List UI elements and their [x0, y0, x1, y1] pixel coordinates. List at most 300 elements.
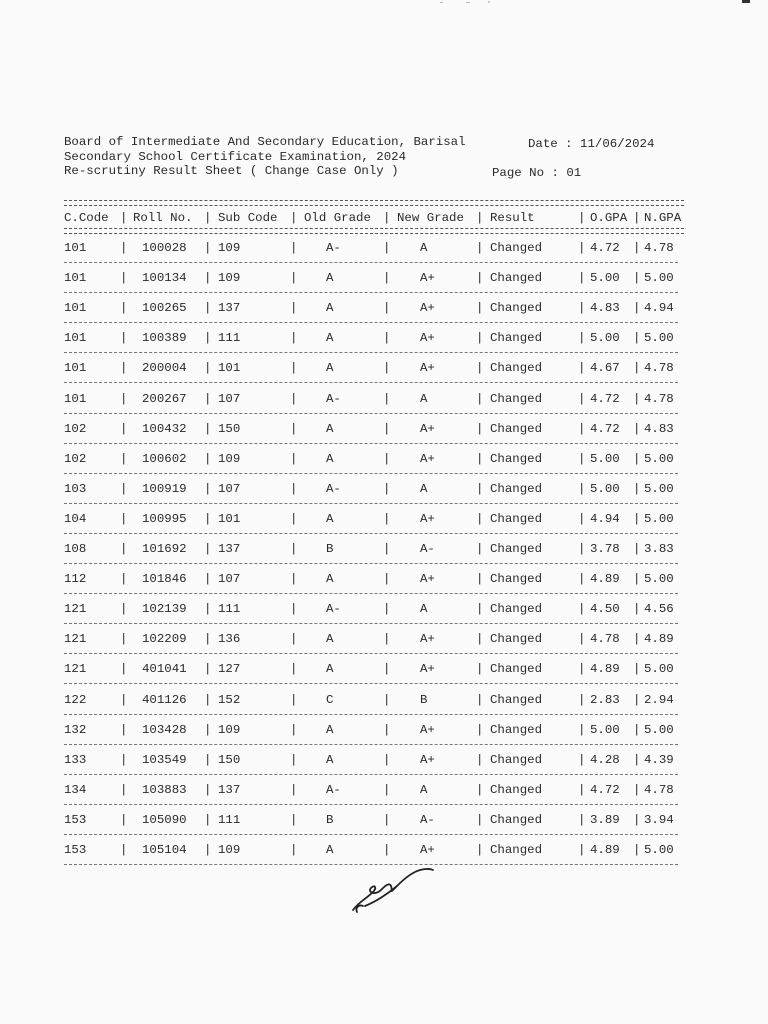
- cell-ogpa: 4.83: [590, 301, 620, 315]
- cell-ngpa: 4.78: [644, 392, 674, 406]
- column-divider: |: [383, 512, 391, 526]
- cell-subcode: 107: [218, 572, 241, 586]
- column-divider: |: [633, 392, 641, 406]
- column-divider: |: [290, 331, 298, 345]
- cell-ngpa: 4.78: [644, 783, 674, 797]
- column-divider: |: [204, 271, 212, 285]
- cell-oldgrade: A-: [326, 392, 341, 406]
- cell-subcode: 109: [218, 271, 241, 285]
- column-divider: |: [476, 572, 484, 586]
- cell-ccode: 101: [64, 392, 87, 406]
- cell-ogpa: 4.89: [590, 572, 620, 586]
- column-divider: |: [120, 301, 128, 315]
- cell-ogpa: 4.78: [590, 632, 620, 646]
- cell-roll: 102139: [142, 602, 187, 616]
- cell-roll: 401041: [142, 662, 187, 676]
- header-rule: [64, 228, 684, 234]
- column-divider: |: [120, 813, 128, 827]
- column-divider: |: [633, 331, 641, 345]
- cell-result: Changed: [490, 783, 543, 797]
- row-divider: [64, 623, 678, 624]
- table-row: [0, 421, 768, 451]
- column-divider: |: [476, 813, 484, 827]
- cell-result: Changed: [490, 602, 543, 616]
- cell-subcode: 101: [218, 512, 241, 526]
- column-divider: |: [290, 271, 298, 285]
- column-divider: |: [383, 211, 391, 225]
- cell-oldgrade: A: [326, 843, 334, 857]
- row-divider: [64, 382, 678, 383]
- column-divider: |: [290, 572, 298, 586]
- row-divider: [64, 262, 678, 263]
- cell-ngpa: 3.94: [644, 813, 674, 827]
- column-divider: |: [120, 723, 128, 737]
- column-divider: |: [578, 271, 586, 285]
- column-divider: |: [383, 271, 391, 285]
- table-row: [0, 330, 768, 360]
- cell-ngpa: 5.00: [644, 331, 674, 345]
- cell-subcode: 150: [218, 422, 241, 436]
- column-divider: |: [633, 211, 641, 225]
- cell-result: Changed: [490, 632, 543, 646]
- row-divider: [64, 804, 678, 805]
- board-title: Board of Intermediate And Secondary Education, Barisal: [64, 135, 466, 149]
- column-header-row: [0, 210, 768, 240]
- cell-roll: 101692: [142, 542, 187, 556]
- cell-newgrade: A+: [420, 512, 435, 526]
- column-divider: |: [578, 422, 586, 436]
- cell-newgrade: A+: [420, 753, 435, 767]
- cell-roll: 103549: [142, 753, 187, 767]
- column-divider: |: [578, 211, 586, 225]
- cell-ogpa: 4.72: [590, 422, 620, 436]
- column-divider: |: [383, 602, 391, 616]
- column-divider: |: [204, 632, 212, 646]
- column-divider: |: [578, 572, 586, 586]
- cell-newgrade: A-: [420, 542, 435, 556]
- cell-ccode: 101: [64, 301, 87, 315]
- cell-oldgrade: A-: [326, 241, 341, 255]
- column-divider: |: [204, 662, 212, 676]
- column-divider: |: [383, 361, 391, 375]
- column-divider: |: [120, 512, 128, 526]
- cell-ogpa: 4.72: [590, 392, 620, 406]
- column-divider: |: [290, 632, 298, 646]
- column-divider: |: [578, 331, 586, 345]
- cell-newgrade: A+: [420, 723, 435, 737]
- column-divider: |: [578, 753, 586, 767]
- cell-ngpa: 5.00: [644, 723, 674, 737]
- cell-ogpa: 5.00: [590, 723, 620, 737]
- col-header-ngpa: N.GPA: [644, 211, 682, 225]
- table-row: [0, 782, 768, 812]
- cell-newgrade: A-: [420, 813, 435, 827]
- column-divider: |: [204, 361, 212, 375]
- column-divider: |: [290, 783, 298, 797]
- column-divider: |: [204, 693, 212, 707]
- column-divider: |: [290, 422, 298, 436]
- col-header-subcode: Sub Code: [218, 211, 278, 225]
- column-divider: |: [290, 452, 298, 466]
- column-divider: |: [120, 211, 128, 225]
- column-divider: |: [383, 723, 391, 737]
- column-divider: |: [290, 241, 298, 255]
- cell-oldgrade: A: [326, 662, 334, 676]
- column-divider: |: [578, 482, 586, 496]
- cell-roll: 200004: [142, 361, 187, 375]
- cell-ngpa: 5.00: [644, 271, 674, 285]
- cell-subcode: 152: [218, 693, 241, 707]
- table-row: [0, 541, 768, 571]
- cell-newgrade: A+: [420, 361, 435, 375]
- cell-roll: 100134: [142, 271, 187, 285]
- row-divider: [64, 593, 678, 594]
- col-header-ogpa: O.GPA: [590, 211, 628, 225]
- table-row: [0, 631, 768, 661]
- table-row: [0, 451, 768, 481]
- column-divider: |: [578, 301, 586, 315]
- cell-ogpa: 4.94: [590, 512, 620, 526]
- cell-newgrade: A+: [420, 452, 435, 466]
- cell-oldgrade: A-: [326, 783, 341, 797]
- table-row: [0, 601, 768, 631]
- column-divider: |: [204, 542, 212, 556]
- table-row: [0, 812, 768, 842]
- cell-ogpa: 2.83: [590, 693, 620, 707]
- column-divider: |: [383, 753, 391, 767]
- cell-oldgrade: B: [326, 542, 334, 556]
- column-divider: |: [204, 512, 212, 526]
- column-divider: |: [383, 843, 391, 857]
- column-divider: |: [383, 301, 391, 315]
- table-row: [0, 571, 768, 601]
- column-divider: |: [578, 361, 586, 375]
- cell-newgrade: A+: [420, 662, 435, 676]
- cell-newgrade: B: [420, 693, 428, 707]
- cell-ngpa: 5.00: [644, 482, 674, 496]
- cell-ccode: 122: [64, 693, 87, 707]
- column-divider: |: [204, 783, 212, 797]
- column-divider: |: [578, 542, 586, 556]
- row-divider: [64, 533, 678, 534]
- column-divider: |: [633, 843, 641, 857]
- column-divider: |: [578, 843, 586, 857]
- column-divider: |: [383, 241, 391, 255]
- cell-ccode: 133: [64, 753, 87, 767]
- cell-oldgrade: A: [326, 301, 334, 315]
- column-divider: |: [383, 452, 391, 466]
- cell-newgrade: A+: [420, 572, 435, 586]
- table-row: [0, 360, 768, 390]
- cell-subcode: 137: [218, 301, 241, 315]
- column-divider: |: [204, 723, 212, 737]
- col-header-oldgrade: Old Grade: [304, 211, 371, 225]
- table-row: [0, 692, 768, 722]
- column-divider: |: [204, 301, 212, 315]
- cell-subcode: 109: [218, 452, 241, 466]
- table-row: [0, 722, 768, 752]
- column-divider: |: [476, 723, 484, 737]
- cell-ngpa: 4.39: [644, 753, 674, 767]
- cell-oldgrade: A-: [326, 482, 341, 496]
- column-divider: |: [204, 813, 212, 827]
- cell-oldgrade: B: [326, 813, 334, 827]
- column-divider: |: [120, 542, 128, 556]
- column-divider: |: [578, 632, 586, 646]
- column-divider: |: [476, 361, 484, 375]
- column-divider: |: [290, 542, 298, 556]
- column-divider: |: [120, 331, 128, 345]
- column-divider: |: [476, 783, 484, 797]
- column-divider: |: [383, 632, 391, 646]
- cell-subcode: 109: [218, 843, 241, 857]
- cell-ogpa: 3.89: [590, 813, 620, 827]
- cell-oldgrade: A-: [326, 602, 341, 616]
- column-divider: |: [633, 662, 641, 676]
- column-divider: |: [290, 602, 298, 616]
- column-divider: |: [120, 422, 128, 436]
- cell-result: Changed: [490, 241, 543, 255]
- cell-roll: 103428: [142, 723, 187, 737]
- cell-newgrade: A: [420, 482, 428, 496]
- cell-ngpa: 5.00: [644, 512, 674, 526]
- column-divider: |: [383, 542, 391, 556]
- cell-subcode: 136: [218, 632, 241, 646]
- exam-title: Secondary School Certificate Examination, 2024: [64, 150, 407, 164]
- column-divider: |: [290, 211, 298, 225]
- cell-oldgrade: A: [326, 753, 334, 767]
- column-divider: |: [290, 361, 298, 375]
- column-divider: |: [204, 843, 212, 857]
- cell-roll: 401126: [142, 693, 187, 707]
- column-divider: |: [290, 723, 298, 737]
- cell-roll: 100028: [142, 241, 187, 255]
- cell-subcode: 127: [218, 662, 241, 676]
- cell-oldgrade: A: [326, 271, 334, 285]
- column-divider: |: [476, 271, 484, 285]
- column-divider: |: [476, 301, 484, 315]
- cell-result: Changed: [490, 662, 543, 676]
- column-divider: |: [476, 753, 484, 767]
- cell-result: Changed: [490, 512, 543, 526]
- column-divider: |: [120, 662, 128, 676]
- col-header-roll: Roll No.: [133, 211, 193, 225]
- column-divider: |: [476, 693, 484, 707]
- column-divider: |: [578, 693, 586, 707]
- cell-ngpa: 4.83: [644, 422, 674, 436]
- column-divider: |: [578, 452, 586, 466]
- column-divider: |: [204, 452, 212, 466]
- cell-oldgrade: A: [326, 422, 334, 436]
- cell-oldgrade: A: [326, 331, 334, 345]
- cell-result: Changed: [490, 482, 543, 496]
- cell-ccode: 102: [64, 452, 87, 466]
- cell-oldgrade: A: [326, 723, 334, 737]
- cell-oldgrade: A: [326, 572, 334, 586]
- row-divider: [64, 503, 678, 504]
- cell-newgrade: A+: [420, 271, 435, 285]
- column-divider: |: [120, 632, 128, 646]
- cell-result: Changed: [490, 572, 543, 586]
- column-divider: |: [290, 482, 298, 496]
- column-divider: |: [290, 392, 298, 406]
- column-divider: |: [120, 392, 128, 406]
- column-divider: |: [120, 271, 128, 285]
- column-divider: |: [290, 301, 298, 315]
- cell-subcode: 111: [218, 331, 241, 345]
- cell-result: Changed: [490, 723, 543, 737]
- cell-newgrade: A: [420, 392, 428, 406]
- cell-result: Changed: [490, 542, 543, 556]
- column-divider: |: [476, 422, 484, 436]
- column-divider: |: [578, 783, 586, 797]
- cell-ngpa: 4.94: [644, 301, 674, 315]
- column-divider: |: [476, 512, 484, 526]
- cell-ccode: 121: [64, 632, 87, 646]
- cell-oldgrade: A: [326, 452, 334, 466]
- cell-roll: 100432: [142, 422, 187, 436]
- cell-result: Changed: [490, 843, 543, 857]
- row-divider: [64, 774, 678, 775]
- table-row: [0, 240, 768, 270]
- column-divider: |: [476, 542, 484, 556]
- cell-ccode: 121: [64, 662, 87, 676]
- cell-ngpa: 4.89: [644, 632, 674, 646]
- cell-newgrade: A+: [420, 301, 435, 315]
- column-divider: |: [383, 482, 391, 496]
- cell-subcode: 111: [218, 813, 241, 827]
- column-divider: |: [204, 211, 212, 225]
- column-divider: |: [204, 392, 212, 406]
- cell-ogpa: 5.00: [590, 452, 620, 466]
- row-divider: [64, 834, 678, 835]
- row-divider: [64, 744, 678, 745]
- column-divider: |: [204, 331, 212, 345]
- col-header-newgrade: New Grade: [397, 211, 464, 225]
- cell-subcode: 109: [218, 241, 241, 255]
- column-divider: |: [633, 632, 641, 646]
- cell-oldgrade: C: [326, 693, 334, 707]
- column-divider: |: [383, 572, 391, 586]
- cell-roll: 100995: [142, 512, 187, 526]
- cell-subcode: 107: [218, 392, 241, 406]
- column-divider: |: [383, 693, 391, 707]
- column-divider: |: [383, 422, 391, 436]
- column-divider: |: [120, 572, 128, 586]
- cell-oldgrade: A: [326, 361, 334, 375]
- column-divider: |: [633, 813, 641, 827]
- column-divider: |: [120, 602, 128, 616]
- column-divider: |: [204, 602, 212, 616]
- column-divider: |: [204, 753, 212, 767]
- top-rule: [64, 200, 684, 206]
- cell-result: Changed: [490, 422, 543, 436]
- cell-newgrade: A: [420, 602, 428, 616]
- row-divider: [64, 473, 678, 474]
- column-divider: |: [633, 602, 641, 616]
- column-divider: |: [476, 843, 484, 857]
- column-divider: |: [290, 693, 298, 707]
- cell-result: Changed: [490, 301, 543, 315]
- column-divider: |: [633, 452, 641, 466]
- cell-newgrade: A+: [420, 422, 435, 436]
- column-divider: |: [120, 783, 128, 797]
- table-row: [0, 300, 768, 330]
- column-divider: |: [383, 813, 391, 827]
- table-row: [0, 511, 768, 541]
- column-divider: |: [290, 512, 298, 526]
- column-divider: |: [476, 211, 484, 225]
- column-divider: |: [290, 843, 298, 857]
- cell-result: Changed: [490, 361, 543, 375]
- cell-roll: 105090: [142, 813, 187, 827]
- cell-ngpa: 5.00: [644, 843, 674, 857]
- cell-ogpa: 5.00: [590, 331, 620, 345]
- cell-ccode: 101: [64, 241, 87, 255]
- cell-ogpa: 5.00: [590, 271, 620, 285]
- cell-newgrade: A: [420, 241, 428, 255]
- column-divider: |: [120, 482, 128, 496]
- cell-subcode: 150: [218, 753, 241, 767]
- signature: [345, 862, 435, 917]
- cell-ccode: 108: [64, 542, 87, 556]
- row-divider: [64, 653, 678, 654]
- cell-ccode: 112: [64, 572, 87, 586]
- column-divider: |: [633, 542, 641, 556]
- column-divider: |: [633, 753, 641, 767]
- cell-ccode: 153: [64, 813, 87, 827]
- sheet-title: Re-scrutiny Result Sheet ( Change Case Only ): [64, 164, 399, 178]
- column-divider: |: [204, 422, 212, 436]
- row-divider: [64, 714, 678, 715]
- cell-result: Changed: [490, 331, 543, 345]
- cell-ccode: 121: [64, 602, 87, 616]
- column-divider: |: [120, 452, 128, 466]
- table-row: [0, 752, 768, 782]
- column-divider: |: [476, 392, 484, 406]
- cell-ogpa: 5.00: [590, 482, 620, 496]
- column-divider: |: [476, 331, 484, 345]
- column-divider: |: [120, 241, 128, 255]
- column-divider: |: [633, 301, 641, 315]
- cell-roll: 100265: [142, 301, 187, 315]
- cell-roll: 103883: [142, 783, 187, 797]
- column-divider: |: [120, 361, 128, 375]
- cell-ccode: 132: [64, 723, 87, 737]
- cell-newgrade: A+: [420, 331, 435, 345]
- cell-ngpa: 5.00: [644, 572, 674, 586]
- cell-subcode: 137: [218, 783, 241, 797]
- cell-roll: 100602: [142, 452, 187, 466]
- column-divider: |: [204, 572, 212, 586]
- cell-newgrade: A: [420, 783, 428, 797]
- row-divider: [64, 413, 678, 414]
- column-divider: |: [290, 662, 298, 676]
- cell-roll: 100389: [142, 331, 187, 345]
- cell-result: Changed: [490, 813, 543, 827]
- column-divider: |: [204, 241, 212, 255]
- column-divider: |: [204, 482, 212, 496]
- cell-ogpa: 4.28: [590, 753, 620, 767]
- cell-roll: 102209: [142, 632, 187, 646]
- cell-roll: 200267: [142, 392, 187, 406]
- column-divider: |: [290, 753, 298, 767]
- cell-subcode: 137: [218, 542, 241, 556]
- cell-ngpa: 5.00: [644, 452, 674, 466]
- cell-ccode: 104: [64, 512, 87, 526]
- cell-ccode: 134: [64, 783, 87, 797]
- column-divider: |: [633, 783, 641, 797]
